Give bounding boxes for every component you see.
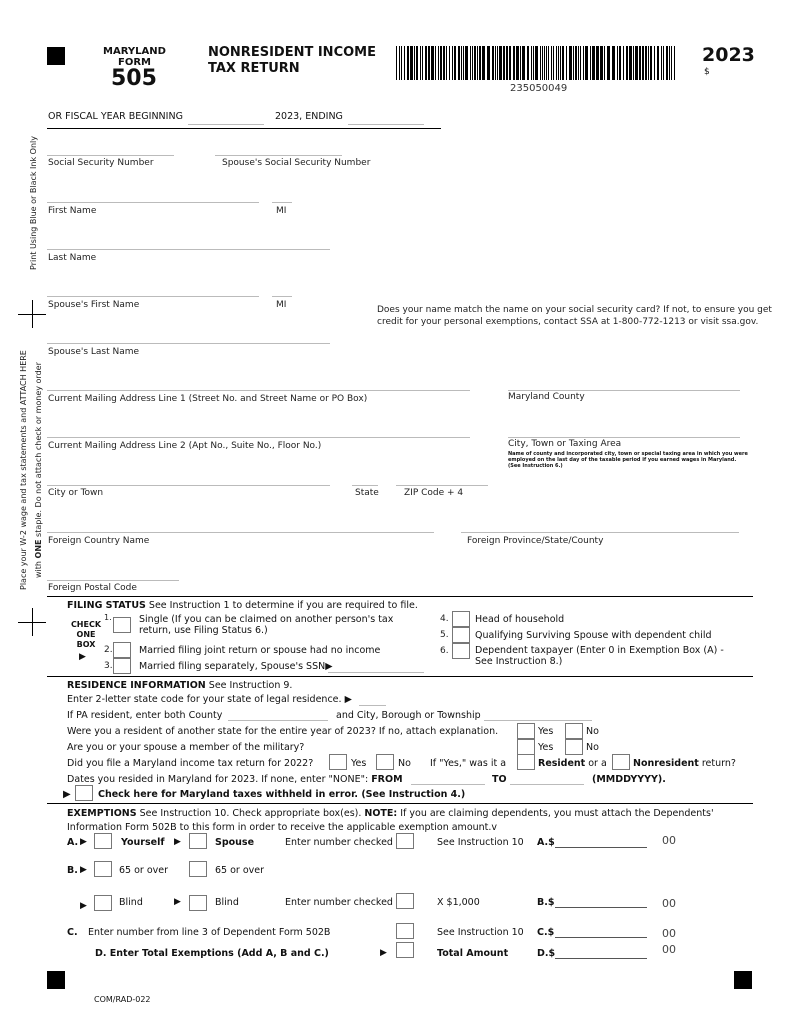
crosshair-upper-v (32, 300, 33, 328)
city-taxing-note: Name of county and incorporated city, town or special taxing area in which you were employed on the last day of the taxable period if you earned wages in Maryland. (See Instruction 6.) (508, 451, 748, 469)
withheld-error-label: Check here for Maryland taxes withheld in error. (See Instruction 4.) (98, 789, 466, 800)
filed-2022-yes-checkbox[interactable] (329, 754, 347, 770)
resided-from-input[interactable] (411, 784, 485, 785)
legal-residence-label: Enter 2-letter state code for your state of legal residence. ▶ (67, 694, 352, 705)
filed-2022-no-label: No (398, 758, 411, 769)
exemption-a-amount-label: A.$ (537, 837, 555, 848)
resided-to-input[interactable] (510, 784, 584, 785)
fiscal-year-label: OR FISCAL YEAR BEGINNING (48, 111, 183, 122)
yourself-65-label: 65 or over (119, 865, 169, 876)
address1-input[interactable] (47, 390, 470, 391)
address2-label: Current Mailing Address Line 2 (Apt No., Suite No., Floor No.) (48, 441, 322, 451)
spouse-mi-label: MI (276, 300, 287, 310)
dollar-sign: $ (704, 67, 710, 77)
fiscal-divider (47, 128, 441, 129)
filing-status-heading: FILING STATUS See Instruction 1 to determine if you are required to file. (67, 600, 418, 611)
enter-number-b-label: Enter number checked (285, 897, 393, 908)
filed-nonresident-label: Nonresident return? (633, 758, 736, 769)
md-county-label: Maryland County (508, 392, 585, 402)
filing-qualifying-spouse-checkbox[interactable] (452, 627, 470, 643)
exemption-c-count-box[interactable] (396, 923, 414, 939)
resided-dates-label: Dates you resided in Maryland for 2023. If none, enter "NONE": FROM (67, 774, 403, 785)
filing-opt5-label: Qualifying Surviving Spouse with dependent child (475, 630, 712, 641)
spouse-blind-checkbox[interactable] (189, 895, 207, 911)
filing-top-divider (47, 596, 753, 597)
last-name-input[interactable] (47, 249, 330, 250)
military-question: Are you or your spouse a member of the military? (67, 742, 305, 753)
spouse-blind-label: Blind (215, 897, 239, 908)
filing-opt1-num: 1. (104, 613, 112, 622)
filing-opt5-num: 5. (440, 630, 449, 640)
filed-2022-no-checkbox[interactable] (376, 754, 394, 770)
registration-mark-bottom-right (734, 971, 752, 989)
attach-note (19, 350, 28, 590)
ssa-note-line1: Does your name match the name on your social security card? If not, to ensure you get (377, 305, 772, 315)
yourself-checkbox[interactable] (94, 833, 112, 849)
filing-opt6-line2: See Instruction 8.) (475, 656, 563, 667)
filing-joint-checkbox[interactable] (113, 642, 131, 658)
exemption-d-text: D. Enter Total Exemptions (Add A, B and C.) (95, 948, 329, 959)
foreign-postal-input[interactable] (47, 580, 179, 581)
yourself-65-checkbox[interactable] (94, 861, 112, 877)
resident-other-state-question: Were you a resident of another state for the entire year of 2023? If no, attach explanation. (67, 726, 499, 737)
resident-other-state-yes-label: Yes (538, 726, 554, 737)
filing-opt3-label: Married filing separately, Spouse's SSN▶ (139, 661, 333, 672)
zip-input[interactable] (396, 485, 488, 486)
foreign-province-label: Foreign Province/State/County (467, 536, 604, 546)
exemptions-note-line2: Information Form 502B to this form in order to receive the applicable exemption amount.v (67, 822, 498, 833)
registration-mark-top-left (47, 47, 65, 65)
form-title-line1: NONRESIDENT INCOME (208, 45, 376, 60)
exemption-d-amount-input[interactable] (555, 958, 647, 959)
yourself-arrow: ▶ (174, 837, 181, 847)
withheld-error-checkbox[interactable] (75, 785, 93, 801)
spouse-first-name-input[interactable] (47, 296, 259, 297)
legal-residence-input[interactable] (359, 705, 386, 706)
exemption-c-text: Enter number from line 3 of Dependent Form 502B (88, 927, 331, 938)
exemption-a-count-box[interactable] (396, 833, 414, 849)
spouse-last-name-label: Spouse's Last Name (48, 347, 140, 357)
fiscal-end-input[interactable] (348, 124, 424, 125)
total-amount-label: Total Amount (437, 948, 509, 959)
exemption-b-amount-label: B.$ (537, 897, 555, 908)
yourself-blind-label: Blind (119, 897, 143, 908)
exemption-c-label: C. (67, 927, 78, 938)
spouse-checkbox[interactable] (189, 833, 207, 849)
spouse-last-name-input[interactable] (47, 343, 330, 344)
blind-arrow: ▶ (80, 901, 87, 911)
exemption-c-amount-label: C.$ (537, 927, 555, 938)
mi-input[interactable] (272, 202, 292, 203)
exemption-a-label: A. (67, 837, 79, 848)
ssa-note-line2: credit for your personal exemptions, contact SSA at 1-800-772-1213 or visit ssa.gov. (377, 317, 759, 327)
exemption-b-cents: 00 (662, 897, 676, 910)
fiscal-begin-input[interactable] (188, 124, 264, 125)
spouse-65-checkbox[interactable] (189, 861, 207, 877)
city-input[interactable] (47, 485, 330, 486)
enter-number-a-label: Enter number checked (285, 837, 393, 848)
exemption-c-cents: 00 (662, 927, 676, 940)
attach-note-2: with ONE staple. Do not attach check or money order (34, 362, 43, 578)
date-format-label: (MMDDYYYY). (592, 774, 666, 785)
spouse-ssn-label: Spouse's Social Security Number (222, 158, 371, 168)
md-county-input[interactable] (508, 390, 740, 391)
filed-type-question: If "Yes," was it a (430, 758, 507, 769)
filed-nonresident-checkbox[interactable] (612, 754, 630, 770)
filing-separate-checkbox[interactable] (113, 658, 131, 674)
crosshair-lower-v (32, 608, 33, 636)
see-instruction-a: See Instruction 10 (437, 837, 524, 848)
filing-opt4-num: 4. (440, 614, 449, 624)
spouse-mi-input[interactable] (272, 296, 292, 297)
exemption-d-count-box[interactable] (396, 942, 414, 958)
resident-other-state-no-checkbox[interactable] (565, 723, 583, 739)
address1-label: Current Mailing Address Line 1 (Street No. and Street Name or PO Box) (48, 394, 368, 404)
foreign-postal-label: Foreign Postal Code (48, 583, 137, 593)
pa-county-label: If PA resident, enter both County (67, 710, 223, 721)
city-taxing-input[interactable] (508, 437, 740, 438)
multiplier-1000: X $1,000 (437, 897, 480, 908)
exemption-a-arrow: ▶ (80, 837, 87, 847)
military-yes-checkbox[interactable] (517, 739, 535, 755)
spouse-65-label: 65 or over (215, 865, 265, 876)
form-number: 505 (111, 66, 157, 91)
address2-input[interactable] (47, 437, 470, 438)
exemption-b-count-box[interactable] (396, 893, 414, 909)
military-no-checkbox[interactable] (565, 739, 583, 755)
see-instruction-c: See Instruction 10 (437, 927, 524, 938)
filing-single-checkbox[interactable] (113, 617, 131, 633)
exemption-d-arrow: ▶ (380, 948, 387, 958)
filing-opt2-label: Married filing joint return or spouse had no income (139, 645, 381, 656)
military-yes-label: Yes (538, 742, 554, 753)
filing-opt1-line1: Single (If you can be claimed on another person's tax (139, 614, 394, 625)
zip-label: ZIP Code + 4 (404, 488, 464, 498)
exemption-a-amount-input[interactable] (555, 847, 647, 848)
filing-opt2-num: 2. (104, 645, 113, 655)
resident-other-state-no-label: No (586, 726, 599, 737)
first-name-input[interactable] (47, 202, 259, 203)
pa-city-input[interactable] (484, 720, 592, 721)
first-name-label: First Name (48, 206, 97, 216)
exemption-d-amount-label: D.$ (537, 948, 556, 959)
last-name-label: Last Name (48, 253, 97, 263)
exemption-b-label: B. (67, 865, 78, 876)
filed-resident-checkbox[interactable] (517, 754, 535, 770)
exemption-c-amount-input[interactable] (555, 937, 647, 938)
registration-mark-bottom-left (47, 971, 65, 989)
spouse-blind-arrow: ▶ (174, 897, 181, 907)
foreign-province-input[interactable] (461, 532, 739, 533)
exemption-d-cents: 00 (662, 943, 676, 956)
exemptions-heading: EXEMPTIONS See Instruction 10. Check appropriate box(es). NOTE: If you are claiming dependents, you must attach the Dependents' (67, 808, 714, 819)
check-one-box-label: CHECK ONE BOX (70, 620, 102, 649)
form-title-line2: TAX RETURN (208, 61, 300, 76)
filing-opt3-num: 3. (104, 661, 113, 671)
error-check-arrow: ▶ (63, 789, 71, 800)
residence-heading: RESIDENCE INFORMATION See Instruction 9. (67, 680, 293, 691)
fiscal-ending-label: 2023, ENDING (275, 111, 343, 122)
pa-city-label: and City, Borough or Township (336, 710, 481, 721)
barcode (396, 46, 679, 80)
tax-year: 2023 (702, 44, 755, 66)
spouse-label: Spouse (215, 837, 255, 848)
filing-opt6-line1: Dependent taxpayer (Enter 0 in Exemption Box (A) - (475, 645, 724, 656)
filed-resident-label: Resident or a (538, 758, 607, 769)
spouse-first-name-label: Spouse's First Name (48, 300, 140, 310)
resident-other-state-yes-checkbox[interactable] (517, 723, 535, 739)
filed-2022-yes-label: Yes (351, 758, 367, 769)
spouse-ssn-input[interactable] (215, 155, 342, 156)
city-taxing-label: City, Town or Taxing Area (508, 439, 622, 449)
state-label: State (355, 488, 379, 498)
foreign-country-input[interactable] (47, 532, 434, 533)
yourself-label: Yourself (121, 837, 165, 848)
foreign-country-label: Foreign Country Name (48, 536, 150, 546)
exemption-a-cents: 00 (662, 834, 676, 847)
attach-note-line1: Place your W-2 wage and tax statements and ATTACH HERE (19, 350, 28, 590)
ssn-label: Social Security Number (48, 158, 154, 168)
spouse-ssn-separate-input[interactable] (328, 672, 424, 673)
exemptions-top-divider (47, 803, 753, 804)
residence-top-divider (47, 676, 753, 677)
form-word: FORM (118, 57, 151, 68)
state-input[interactable] (352, 485, 378, 486)
state-name: MARYLAND (103, 46, 166, 57)
yourself-blind-checkbox[interactable] (94, 895, 112, 911)
exemption-b-arrow: ▶ (80, 865, 87, 875)
city-label: City or Town (48, 488, 104, 498)
filing-opt6-num: 6. (440, 646, 449, 656)
filing-head-household-checkbox[interactable] (452, 611, 470, 627)
filing-dependent-checkbox[interactable] (452, 643, 470, 659)
form-code: COM/RAD-022 (94, 995, 151, 1004)
check-one-arrow: ▶ (79, 652, 86, 662)
filing-opt4-label: Head of household (475, 614, 565, 625)
barcode-number: 235050049 (510, 83, 568, 94)
ssn-input[interactable] (47, 155, 174, 156)
military-no-label: No (586, 742, 599, 753)
mi-label: MI (276, 206, 287, 216)
ink-note: Print Using Blue or Black Ink Only (29, 136, 38, 270)
resided-to-label: TO (492, 774, 507, 785)
filing-opt1-line2: return, use Filing Status 6.) (139, 625, 268, 636)
exemption-b-amount-input[interactable] (555, 907, 647, 908)
filed-2022-question: Did you file a Maryland income tax return for 2022? (67, 758, 314, 769)
pa-county-input[interactable] (228, 720, 328, 721)
